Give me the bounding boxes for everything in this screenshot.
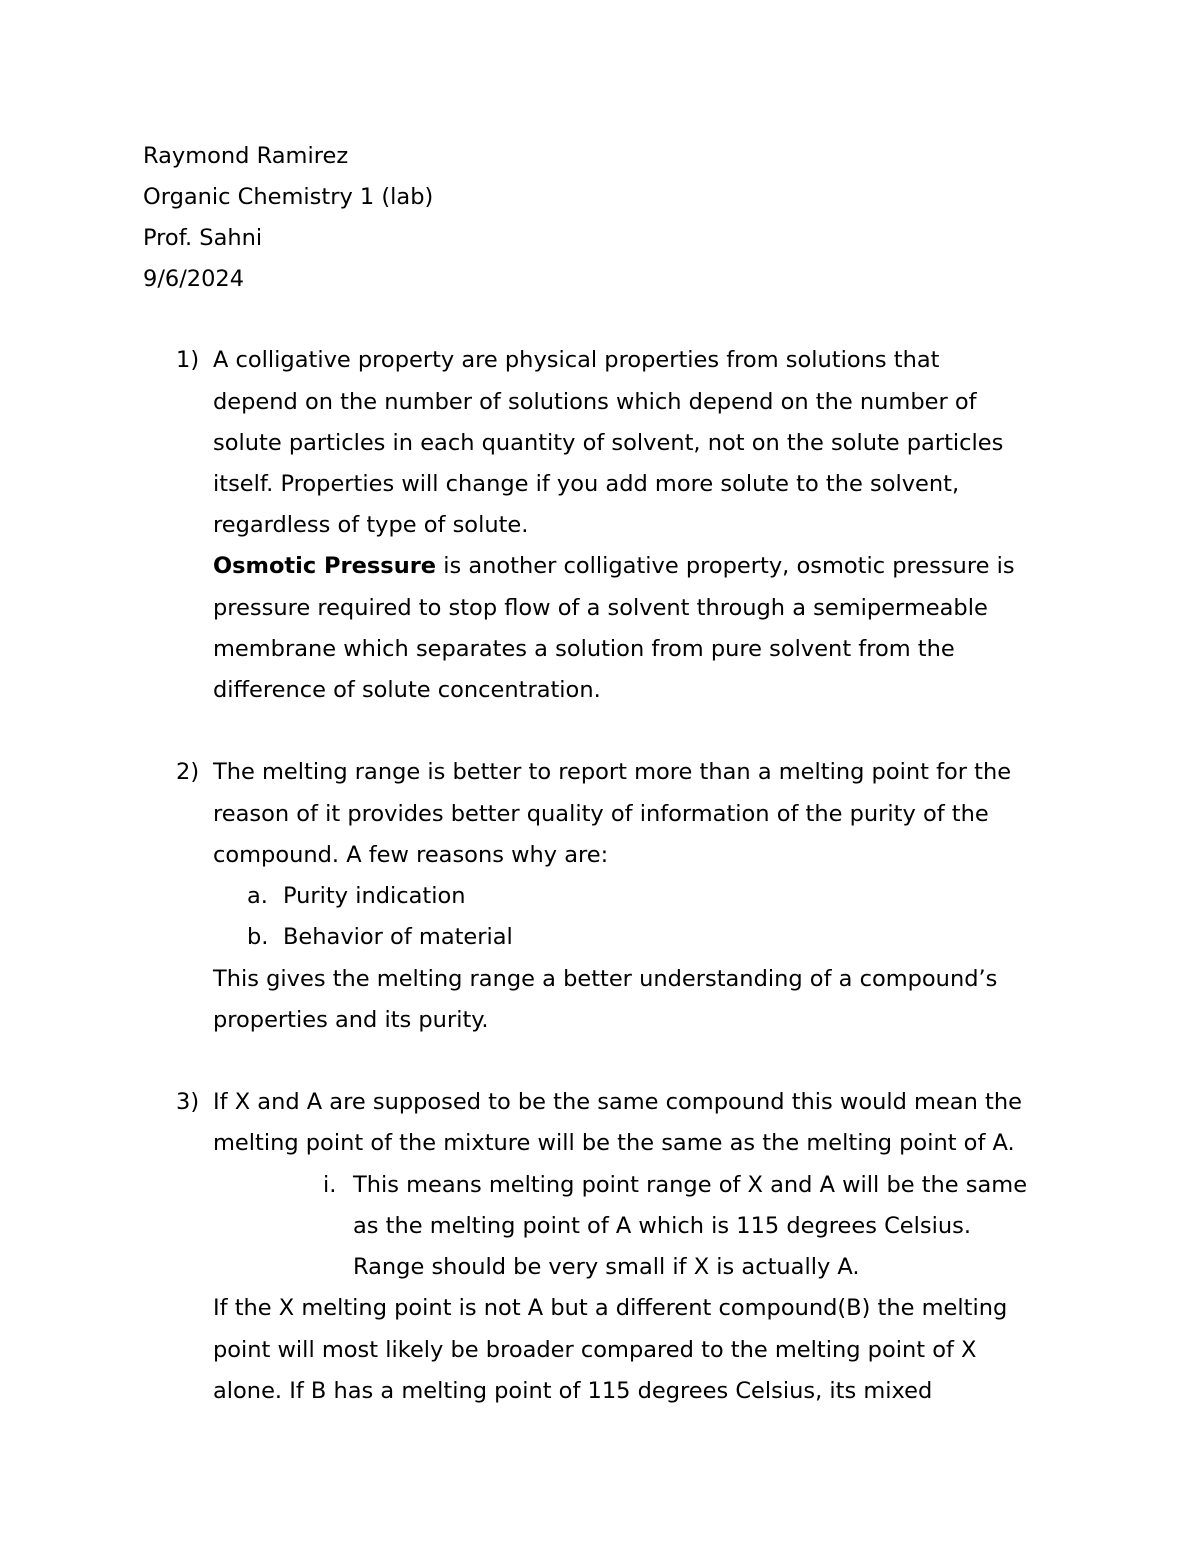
roman-item-line: This means melting point range of X and A will be the same [353, 1172, 1028, 1198]
sub-item-text: Purity indication [283, 883, 466, 909]
question-2-closing-line: This gives the melting range a better understanding of a compound’s [213, 966, 998, 992]
author-name: Raymond Ramirez [143, 143, 349, 169]
course-name: Organic Chemistry 1 (lab) [143, 184, 434, 210]
roman-item-line: Range should be very small if X is actually A. [353, 1254, 860, 1280]
question-1-line: regardless of type of solute. [213, 512, 529, 538]
question-3-closing-line: point will most likely be broader compared to the melting point of X [213, 1337, 977, 1363]
question-1-line: pressure required to stop flow of a solvent through a semipermeable [213, 595, 988, 621]
professor-name: Prof. Sahni [143, 225, 263, 251]
sub-item-label: a. [247, 883, 268, 909]
question-3-line: If X and A are supposed to be the same compound this would mean the [213, 1089, 1022, 1115]
question-3-closing-line: alone. If B has a melting point of 115 degrees Celsius, its mixed [213, 1378, 933, 1404]
question-1-line: depend on the number of solutions which depend on the number of [213, 389, 977, 415]
question-2-number: 2) [176, 759, 200, 785]
question-1-line: membrane which separates a solution from pure solvent from the [213, 636, 955, 662]
question-3-line: melting point of the mixture will be the same as the melting point of A. [213, 1130, 1015, 1156]
question-1-line: difference of solute concentration. [213, 677, 601, 703]
question-1-line: itself. Properties will change if you add more solute to the solvent, [213, 471, 960, 497]
roman-item-line: as the melting point of A which is 115 degrees Celsius. [353, 1213, 971, 1239]
question-3-number: 3) [176, 1089, 200, 1115]
question-1-number: 1) [176, 347, 200, 373]
question-1-line: A colligative property are physical properties from solutions that [213, 347, 940, 373]
osmotic-pressure-term: Osmotic Pressure [213, 553, 437, 579]
question-1-osmotic-line [213, 551, 1015, 581]
sub-item-label: b. [247, 924, 269, 950]
question-3-closing-line: If the X melting point is not A but a different compound(B) the melting [213, 1295, 1008, 1321]
question-2-closing-line: properties and its purity. [213, 1007, 489, 1033]
date: 9/6/2024 [143, 266, 245, 292]
question-2-line: compound. A few reasons why are: [213, 842, 609, 868]
sub-item-text: Behavior of material [283, 924, 513, 950]
roman-item-label: i. [323, 1172, 337, 1198]
question-1-line: solute particles in each quantity of solvent, not on the solute particles [213, 430, 1004, 456]
osmotic-line-rest: is another colligative property, osmotic pressure is [436, 553, 1015, 579]
question-2-line: reason of it provides better quality of information of the purity of the [213, 801, 989, 827]
question-2-line: The melting range is better to report more than a melting point for the [213, 759, 1012, 785]
